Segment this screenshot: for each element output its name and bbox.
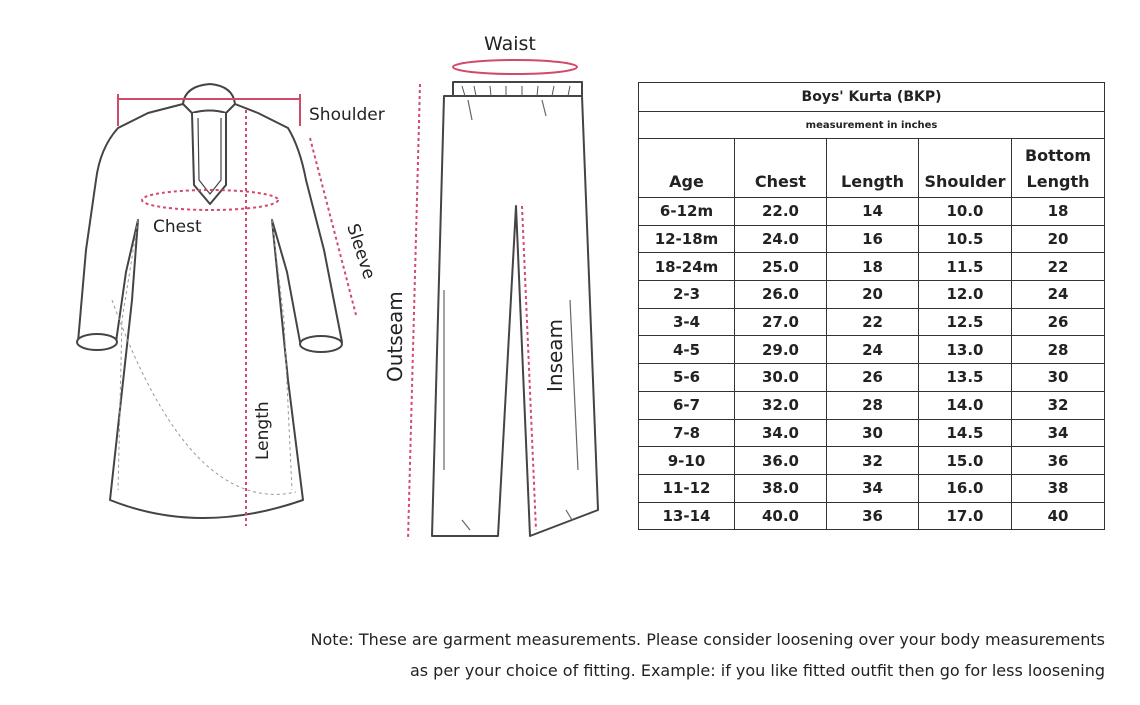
table-cell: 13.5 [919,364,1012,392]
table-cell: 2-3 [639,281,735,309]
table-cell: 28 [1012,336,1105,364]
table-row [639,364,1105,392]
header-bottom-length-line2: Length [1026,172,1090,191]
header-bottom-length-line1: Bottom [1024,146,1092,165]
table-cell: 22.0 [735,198,827,226]
table-cell: 13.0 [919,336,1012,364]
table-cell: 12.0 [919,281,1012,309]
table-cell: 12.5 [919,308,1012,336]
table-cell: 26 [827,364,919,392]
table-cell: 25.0 [735,253,827,281]
outseam-label: Outseam [383,291,407,382]
table-cell: 16.0 [919,474,1012,502]
table-row [639,391,1105,419]
table-row [639,474,1105,502]
size-chart-body [639,198,1105,530]
table-cell: 30 [1012,364,1105,392]
table-cell: 10.5 [919,225,1012,253]
table-cell: 26.0 [735,281,827,309]
table-cell: 27.0 [735,308,827,336]
table-row [639,419,1105,447]
table-cell: 16 [827,225,919,253]
table-cell: 18 [827,253,919,281]
table-cell: 5-6 [639,364,735,392]
table-cell: 14 [827,198,919,226]
chest-label: Chest [153,217,202,237]
note-line-1: Note: These are garment measurements. Please consider loosening over your body measurements [310,630,1105,649]
table-subtitle: measurement in inches [639,112,1105,139]
table-cell: 14.5 [919,419,1012,447]
table-cell: 3-4 [639,308,735,336]
table-cell: 12-18m [639,225,735,253]
table-cell: 22 [827,308,919,336]
table-cell: 7-8 [639,419,735,447]
header-length: Length [827,139,919,198]
kurta-illustration [77,84,342,518]
table-row [639,502,1105,530]
table-cell: 18-24m [639,253,735,281]
table-cell: 24 [1012,281,1105,309]
table-title: Boys' Kurta (BKP) [639,83,1105,112]
table-cell: 13-14 [639,502,735,530]
table-row [639,308,1105,336]
table-cell: 40 [1012,502,1105,530]
left-cuff [77,334,117,350]
table-cell: 24.0 [735,225,827,253]
kurta-measurements [118,94,356,526]
length-label: Length [253,401,273,460]
table-cell: 30.0 [735,364,827,392]
right-cuff [300,336,342,352]
table-row [639,447,1105,475]
table-cell: 9-10 [639,447,735,475]
table-cell: 28 [827,391,919,419]
table-cell: 38 [1012,474,1105,502]
table-cell: 11-12 [639,474,735,502]
header-age: Age [639,139,735,198]
inseam-label: Inseam [543,318,567,392]
table-cell: 32.0 [735,391,827,419]
garment-diagram [0,0,640,600]
note-line-2: as per your choice of fitting. Example: if you like fitted outfit then go for less loosening [409,661,1105,680]
pants-outline [432,82,598,536]
table-cell: 6-12m [639,198,735,226]
size-chart-table [638,82,1105,530]
header-chest: Chest [735,139,827,198]
shoulder-label: Shoulder [309,105,385,125]
fitting-note [120,624,1105,686]
waist-marker [453,60,577,74]
table-cell: 34.0 [735,419,827,447]
table-cell: 20 [1012,225,1105,253]
table-cell: 36 [1012,447,1105,475]
table-cell: 36 [827,502,919,530]
table-cell: 36.0 [735,447,827,475]
header-bottom-length [1012,139,1105,198]
sleeve-label: Sleeve [342,221,379,282]
table-cell: 11.5 [919,253,1012,281]
table-cell: 26 [1012,308,1105,336]
table-row [639,336,1105,364]
table-row [639,198,1105,226]
table-cell: 32 [827,447,919,475]
table-row [639,281,1105,309]
outseam-marker [408,84,420,540]
table-cell: 29.0 [735,336,827,364]
table-cell: 34 [1012,419,1105,447]
table-cell: 14.0 [919,391,1012,419]
pants-illustration [432,82,598,536]
table-cell: 4-5 [639,336,735,364]
table-cell: 6-7 [639,391,735,419]
table-cell: 38.0 [735,474,827,502]
table-cell: 15.0 [919,447,1012,475]
table-cell: 22 [1012,253,1105,281]
table-cell: 10.0 [919,198,1012,226]
table-row [639,253,1105,281]
table-cell: 17.0 [919,502,1012,530]
table-row [639,225,1105,253]
table-cell: 20 [827,281,919,309]
table-cell: 32 [1012,391,1105,419]
table-cell: 30 [827,419,919,447]
waist-label: Waist [484,33,536,55]
table-cell: 34 [827,474,919,502]
table-cell: 18 [1012,198,1105,226]
table-cell: 24 [827,336,919,364]
table-cell: 40.0 [735,502,827,530]
header-shoulder: Shoulder [919,139,1012,198]
